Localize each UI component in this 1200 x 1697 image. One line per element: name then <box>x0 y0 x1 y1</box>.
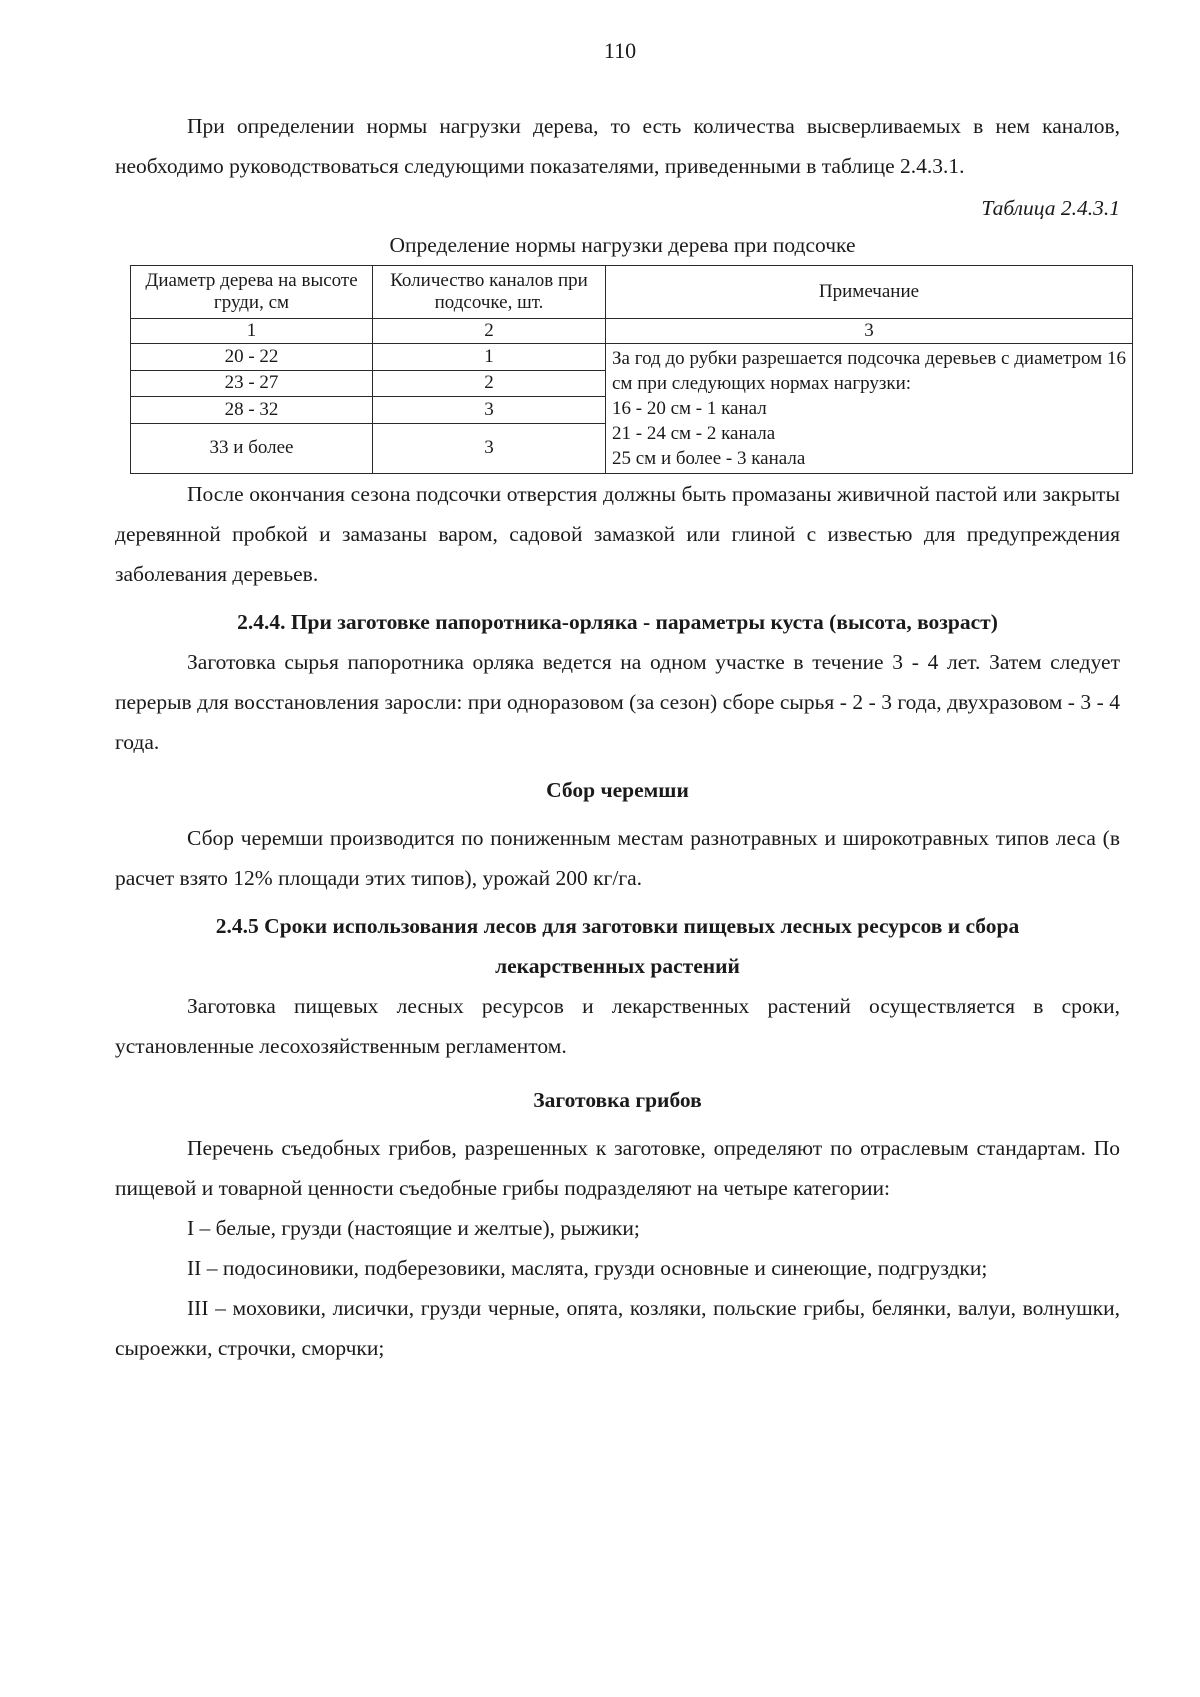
header-diameter: Диаметр дерева на высоте груди, см <box>131 266 373 319</box>
table-row <box>131 344 1133 371</box>
table-label: Таблица 2.4.3.1 <box>981 196 1120 220</box>
mushroom-category: II – подосиновики, подберезовики, маслята, грузди основные и синеющие, подгруздки; <box>187 1256 988 1280</box>
table-header-row <box>131 266 1133 319</box>
section-244-paragraph: Заготовка сырья папоротника орляка ведется на одном участке в течение 3 - 4 лет. Затем следует перерыв для восстановления заросли: при одноразовом (за сезон) сборе сырья - 2 - 3 года, двухразовом - 3 - 4 года. <box>115 650 1120 754</box>
cell-diameter: 23 - 27 <box>131 370 373 397</box>
cell-channels: 1 <box>373 344 606 371</box>
section-245-heading-line1: 2.4.5 Сроки использования лесов для заготовки пищевых лесных ресурсов и сбора <box>215 914 1020 938</box>
note-line: За год до рубки разрешается подсочка деревьев с диаметром 16 см при следующих нормах нагрузки: <box>612 348 1126 394</box>
cell-channels: 3 <box>373 423 606 473</box>
section-cheremsha-paragraph: Сбор черемши производится по пониженным местам разнотравных и широкотравных типов леса (в расчет взято 12% площади этих типов), урожай 200 кг/га. <box>115 826 1120 890</box>
page-content <box>115 106 1126 1368</box>
section-mushrooms-paragraph: Перечень съедобных грибов, разрешенных к заготовке, определяют по отраслевым стандартам. По пищевой и товарной ценности съедобные грибы подразделяют на четыре категории: <box>115 1136 1120 1200</box>
column-number: 2 <box>373 319 606 344</box>
table-caption: Определение нормы нагрузки дерева при подсочке <box>389 233 856 257</box>
section-245-heading <box>115 906 1120 986</box>
cell-diameter: 33 и более <box>131 423 373 473</box>
page-number: 110 <box>603 38 637 63</box>
table-column-numbers-row <box>131 319 1133 344</box>
section-mushrooms-heading: Заготовка грибов <box>533 1088 702 1112</box>
section-cheremsha-heading: Сбор черемши <box>546 778 689 802</box>
tapping-norm-table <box>130 265 1133 474</box>
after-table-paragraph: После окончания сезона подсочки отверстия должны быть промазаны живичной пастой или закрыты деревянной пробкой и замазаны варом, садовой замазкой или глиной с известью для предупреждения заболевания деревьев. <box>115 482 1120 586</box>
column-number: 1 <box>131 319 373 344</box>
header-channels: Количество каналов при подсочке, шт. <box>373 266 606 319</box>
note-line: 25 см и более - 3 канала <box>612 448 806 469</box>
note-line: 16 - 20 см - 1 канал <box>612 398 767 419</box>
header-note: Примечание <box>606 266 1133 319</box>
cell-channels: 3 <box>373 397 606 424</box>
section-245-heading-line2: лекарственных растений <box>495 954 740 978</box>
section-245-paragraph: Заготовка пищевых лесных ресурсов и лекарственных растений осуществляется в сроки, установленные лесохозяйственным регламентом. <box>115 994 1120 1058</box>
mushroom-category: I – белые, грузди (настоящие и желтые), рыжики; <box>187 1216 640 1240</box>
mushroom-category: III – моховики, лисички, грузди черные, опята, козляки, польские грибы, белянки, валуи, волнушки, сыроежки, строчки, сморчки; <box>115 1296 1120 1360</box>
cell-diameter: 28 - 32 <box>131 397 373 424</box>
section-244-heading: 2.4.4. При заготовке папоротника-орляка - параметры куста (высота, возраст) <box>237 610 998 634</box>
cell-note <box>606 344 1133 474</box>
note-line: 21 - 24 см - 2 канала <box>612 423 776 444</box>
column-number: 3 <box>606 319 1133 344</box>
cell-channels: 2 <box>373 370 606 397</box>
cell-diameter: 20 - 22 <box>131 344 373 371</box>
intro-paragraph: При определении нормы нагрузки дерева, то есть количества высверливаемых в нем каналов, необходимо руководствоваться следующими показателями, приведенными в таблице 2.4.3.1. <box>115 114 1120 178</box>
